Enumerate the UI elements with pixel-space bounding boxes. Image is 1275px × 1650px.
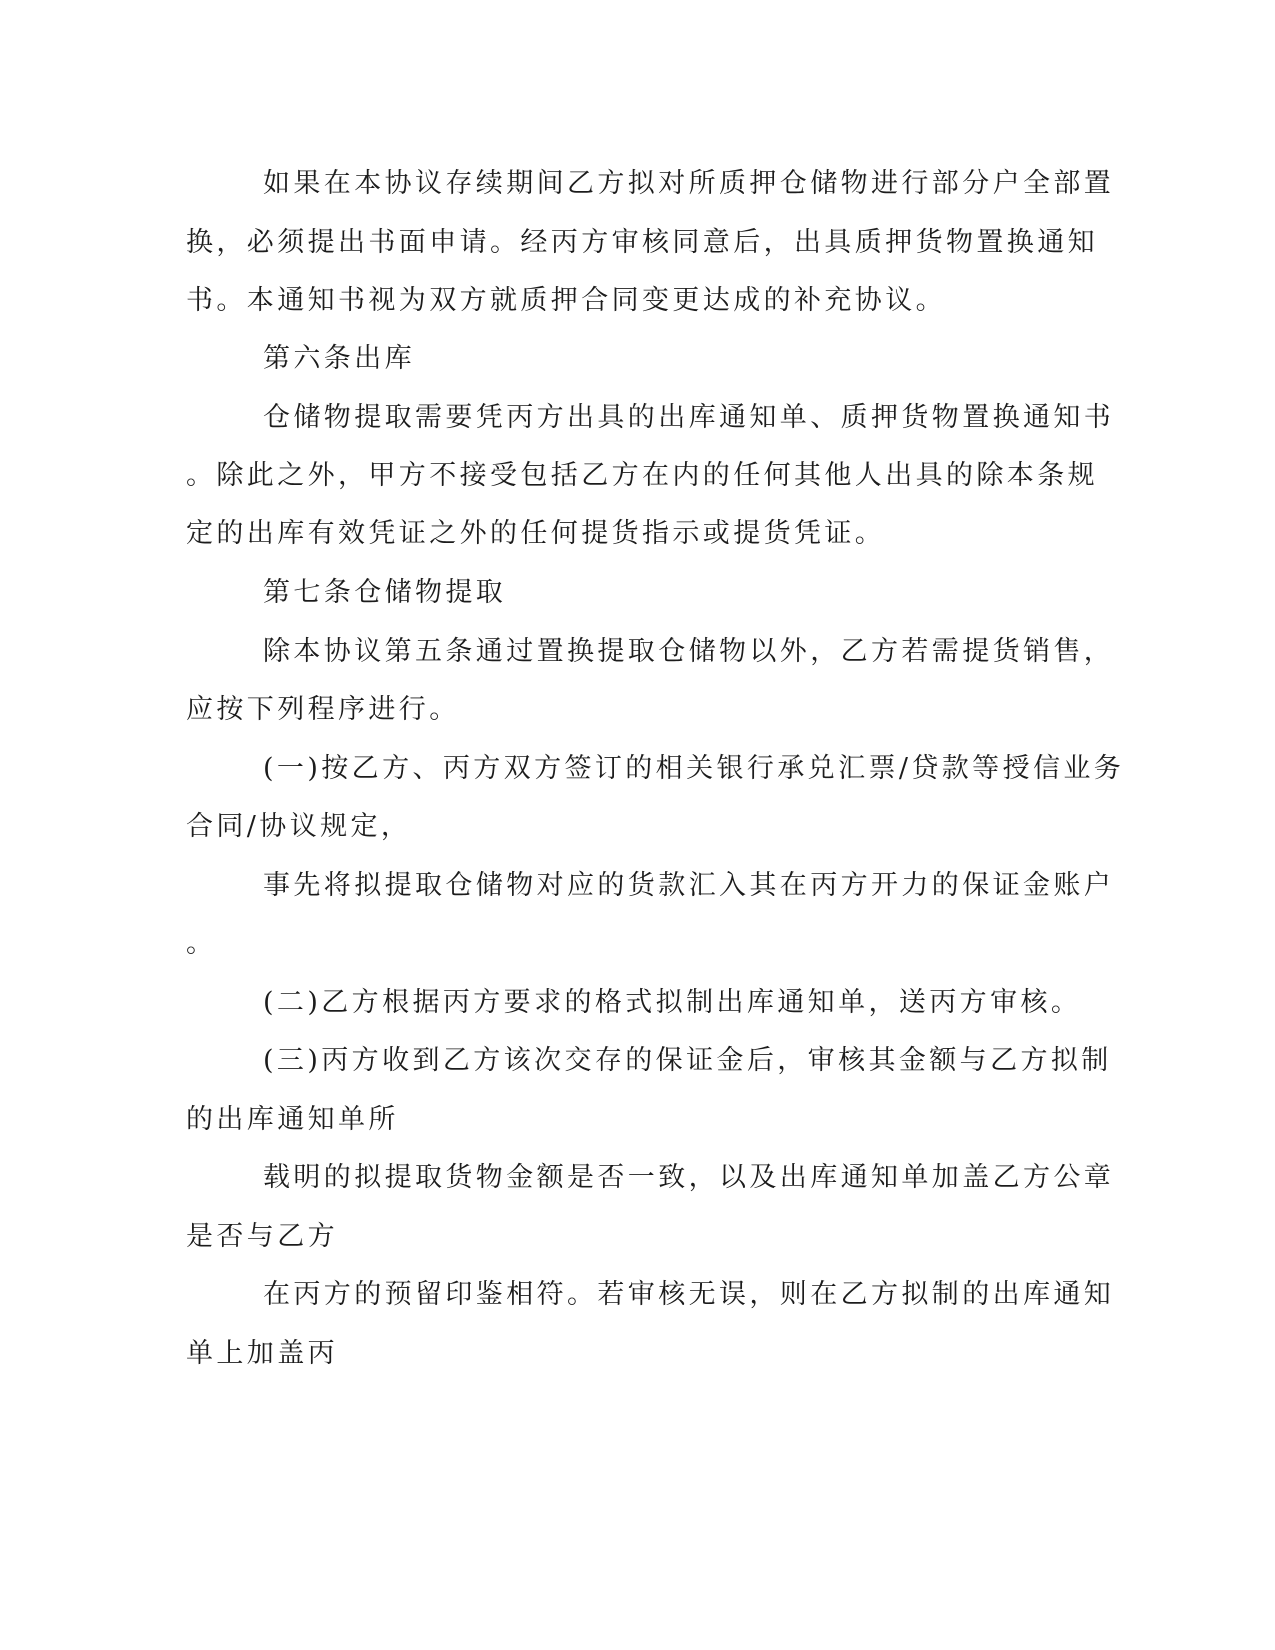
paragraph-line: 除本协议第五条通过置换提取仓储物以外，乙方若需提货销售， xyxy=(263,636,1115,667)
paragraph-line: 换，必须提出书面申请。经丙方审核同意后，出具质押货物置换通知 xyxy=(186,227,1098,258)
paragraph-line: 是否与乙方 xyxy=(186,1221,338,1252)
paragraph-line: 如果在本协议存续期间乙方拟对所质押仓储物进行部分户全部置 xyxy=(263,168,1115,199)
paragraph-line: (一)按乙方、丙方双方签订的相关银行承兑汇票/贷款等授信业务 xyxy=(263,753,1125,784)
paragraph-line: 应按下列程序进行。 xyxy=(186,694,460,725)
paragraph-line: 。 xyxy=(186,928,217,959)
paragraph-line: 载明的拟提取货物金额是否一致，以及出库通知单加盖乙方公章 xyxy=(263,1162,1115,1193)
section-heading: 第六条出库 xyxy=(263,343,415,374)
paragraph-line: 在丙方的预留印鉴相符。若审核无误，则在乙方拟制的出库通知 xyxy=(263,1279,1115,1310)
paragraph-line: 事先将拟提取仓储物对应的货款汇入其在丙方开力的保证金账户 xyxy=(263,870,1115,901)
paragraph-line: 单上加盖丙 xyxy=(186,1338,338,1369)
paragraph-line: (二)乙方根据丙方要求的格式拟制出库通知单，送丙方审核。 xyxy=(263,987,1082,1018)
paragraph-line: 仓储物提取需要凭丙方出具的出库通知单、质押货物置换通知书 xyxy=(263,402,1115,433)
paragraph-line: (三)丙方收到乙方该次交存的保证金后，审核其金额与乙方拟制 xyxy=(263,1045,1112,1076)
paragraph-line: 定的出库有效凭证之外的任何提货指示或提货凭证。 xyxy=(186,518,886,549)
paragraph-line: 的出库通知单所 xyxy=(186,1104,399,1135)
paragraph-line: 。除此之外，甲方不接受包括乙方在内的任何其他人出具的除本条规 xyxy=(186,460,1098,491)
section-heading: 第七条仓储物提取 xyxy=(263,577,507,608)
paragraph-line: 合同/协议规定， xyxy=(186,811,412,842)
paragraph-line: 书。本通知书视为双方就质押合同变更达成的补充协议。 xyxy=(186,285,946,316)
